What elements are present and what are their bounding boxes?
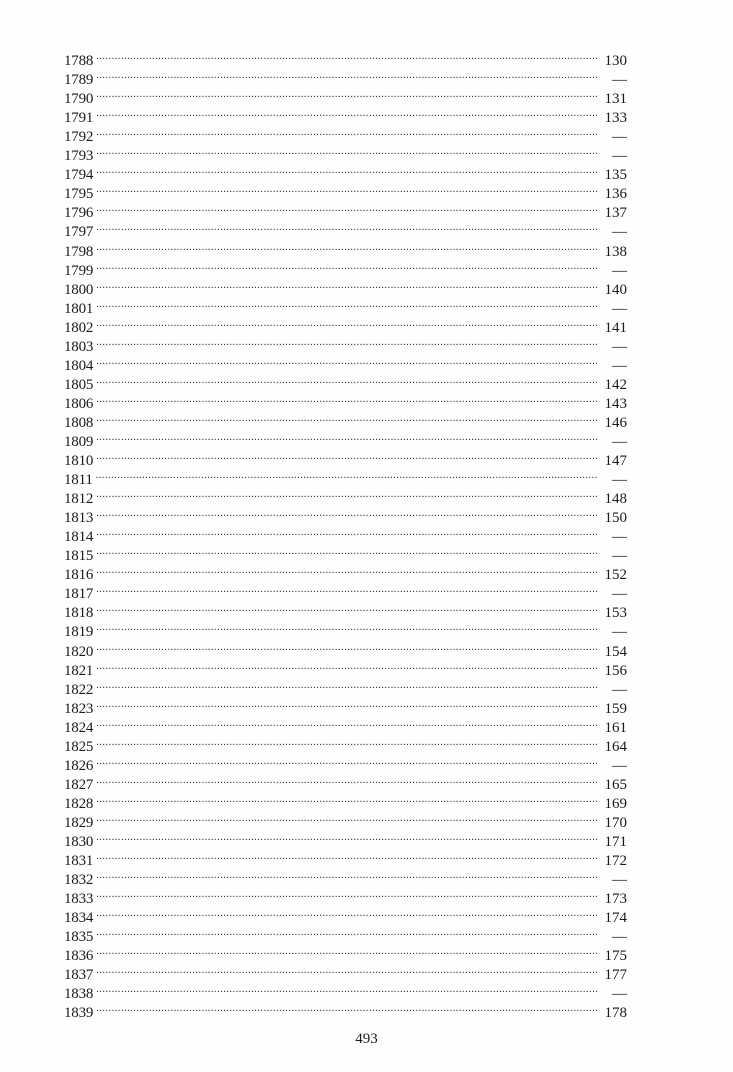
index-entry <box>64 65 627 89</box>
entry-page: 135 <box>604 167 627 184</box>
entry-page: — <box>612 472 627 489</box>
entry-year: 1833 <box>64 891 94 908</box>
dot-leader <box>96 103 597 122</box>
dot-leader <box>96 979 597 998</box>
dot-leader <box>96 370 597 389</box>
index-entry <box>64 979 627 1003</box>
index-entry <box>64 122 627 146</box>
index-entry <box>64 370 627 393</box>
dot-leader <box>96 941 597 960</box>
page-number: 493 <box>355 1031 378 1047</box>
entry-page: — <box>612 338 627 355</box>
entry-page: 146 <box>604 414 627 431</box>
entry-year: 1791 <box>64 110 94 127</box>
entry-page: — <box>612 357 627 374</box>
index-entry <box>64 865 627 889</box>
entry-page: 169 <box>604 795 627 812</box>
entry-page: 153 <box>604 605 627 622</box>
dot-leader <box>96 122 597 141</box>
index-entry <box>64 484 627 508</box>
index-entry <box>64 294 627 317</box>
entry-year: 1813 <box>64 510 94 527</box>
dot-leader <box>96 598 597 617</box>
index-entry <box>64 713 627 736</box>
dot-leader <box>96 256 597 275</box>
entry-year: 1819 <box>64 624 94 641</box>
entry-page: — <box>612 148 627 165</box>
entry-page: 165 <box>604 776 627 793</box>
index-entry <box>64 560 627 584</box>
entry-year: 1790 <box>64 91 94 108</box>
year-index-list <box>64 46 627 1022</box>
entry-page: — <box>612 129 627 146</box>
index-entry <box>64 770 627 793</box>
index-entry <box>64 179 627 203</box>
entry-page: — <box>612 224 627 241</box>
entry-year: 1818 <box>64 605 94 622</box>
entry-page: 152 <box>604 567 627 584</box>
entry-year: 1812 <box>64 491 94 508</box>
entry-year: 1838 <box>64 986 94 1003</box>
index-entry <box>64 332 627 355</box>
dot-leader <box>96 46 597 65</box>
entry-page: — <box>612 586 627 603</box>
dot-leader <box>96 675 597 694</box>
entry-year: 1821 <box>64 662 94 679</box>
index-entry <box>64 789 627 812</box>
entry-year: 1794 <box>64 167 94 184</box>
entry-year: 1831 <box>64 853 94 870</box>
index-entry <box>64 903 627 927</box>
index-entry <box>64 960 627 984</box>
entry-page: 143 <box>604 395 627 412</box>
index-entry <box>64 503 627 527</box>
entry-page: 174 <box>604 910 627 927</box>
dot-leader <box>96 656 597 675</box>
dot-leader <box>96 827 597 846</box>
entry-year: 1801 <box>64 300 94 317</box>
entry-year: 1796 <box>64 205 94 222</box>
dot-leader <box>96 579 597 598</box>
index-entry <box>64 884 627 908</box>
entry-page: — <box>612 986 627 1003</box>
dot-leader <box>96 217 597 236</box>
dot-leader <box>96 465 597 484</box>
dot-leader <box>96 503 597 522</box>
entry-year: 1822 <box>64 681 94 698</box>
dot-leader <box>96 960 597 979</box>
entry-year: 1827 <box>64 776 94 793</box>
entry-page: 131 <box>604 91 627 108</box>
entry-year: 1835 <box>64 929 94 946</box>
entry-year: 1811 <box>64 472 93 489</box>
dot-leader <box>96 446 597 465</box>
index-entry <box>64 46 627 70</box>
dot-leader <box>96 560 597 579</box>
dot-leader <box>96 751 597 770</box>
dot-leader <box>96 351 597 370</box>
entry-year: 1797 <box>64 224 94 241</box>
dot-leader <box>96 846 597 865</box>
entry-year: 1826 <box>64 757 94 774</box>
index-entry <box>64 846 627 870</box>
index-entry <box>64 579 627 603</box>
dot-leader <box>96 65 597 84</box>
index-entry <box>64 427 627 450</box>
entry-year: 1798 <box>64 243 94 260</box>
dot-leader <box>96 84 597 103</box>
entry-page: — <box>612 757 627 774</box>
index-entry <box>64 694 627 717</box>
entry-year: 1795 <box>64 186 94 203</box>
dot-leader <box>96 408 597 427</box>
index-entry <box>64 446 627 470</box>
entry-year: 1824 <box>64 719 94 736</box>
dot-leader <box>96 713 597 732</box>
entry-year: 1825 <box>64 738 94 755</box>
entry-page: 133 <box>604 110 627 127</box>
entry-year: 1809 <box>64 433 94 450</box>
index-entry <box>64 598 627 622</box>
dot-leader <box>96 389 597 408</box>
index-entry <box>64 827 627 850</box>
index-entry <box>64 998 627 1022</box>
index-entry <box>64 751 627 774</box>
entry-year: 1802 <box>64 319 94 336</box>
index-entry <box>64 941 627 965</box>
dot-leader <box>96 313 597 332</box>
entry-year: 1829 <box>64 814 94 831</box>
dot-leader <box>96 694 597 713</box>
entry-year: 1810 <box>64 453 94 470</box>
dot-leader <box>96 541 597 560</box>
dot-leader <box>96 789 597 808</box>
entry-year: 1806 <box>64 395 94 412</box>
index-entry <box>64 217 627 241</box>
index-entry <box>64 141 627 165</box>
index-entry <box>64 408 627 431</box>
entry-year: 1805 <box>64 376 94 393</box>
entry-page: 172 <box>604 853 627 870</box>
entry-year: 1793 <box>64 148 94 165</box>
dot-leader <box>96 427 597 446</box>
entry-year: 1828 <box>64 795 94 812</box>
entry-page: 170 <box>604 814 627 831</box>
dot-leader <box>96 236 597 255</box>
entry-year: 1800 <box>64 281 94 298</box>
entry-page: — <box>612 872 627 889</box>
entry-page: 177 <box>604 967 627 984</box>
entry-page: — <box>612 433 627 450</box>
dot-leader <box>96 998 597 1017</box>
index-entry <box>64 675 627 698</box>
entry-year: 1788 <box>64 53 94 70</box>
entry-year: 1823 <box>64 700 94 717</box>
entry-year: 1792 <box>64 129 94 146</box>
entry-year: 1816 <box>64 567 94 584</box>
index-entry <box>64 465 627 489</box>
entry-page: 150 <box>604 510 627 527</box>
dot-leader <box>96 160 597 179</box>
entry-page: — <box>612 262 627 279</box>
entry-year: 1832 <box>64 872 94 889</box>
index-entry <box>64 351 627 374</box>
entry-year: 1839 <box>64 1005 94 1022</box>
index-entry <box>64 617 627 641</box>
entry-page: 136 <box>604 186 627 203</box>
index-entry <box>64 389 627 412</box>
index-entry <box>64 160 627 184</box>
dot-leader <box>96 922 597 941</box>
dot-leader <box>96 903 597 922</box>
entry-page: 154 <box>604 643 627 660</box>
dot-leader <box>96 770 597 789</box>
entry-year: 1815 <box>64 548 94 565</box>
index-entry <box>64 522 627 546</box>
index-entry <box>64 313 627 336</box>
entry-page: 161 <box>604 719 627 736</box>
entry-page: 164 <box>604 738 627 755</box>
entry-page: 141 <box>604 319 627 336</box>
entry-year: 1803 <box>64 338 94 355</box>
entry-page: — <box>612 929 627 946</box>
entry-year: 1808 <box>64 414 94 431</box>
entry-page: — <box>612 548 627 565</box>
entry-page: 178 <box>604 1005 627 1022</box>
dot-leader <box>96 141 597 160</box>
index-entry <box>64 236 627 260</box>
entry-page: 138 <box>604 243 627 260</box>
dot-leader <box>96 808 597 827</box>
index-entry <box>64 103 627 127</box>
dot-leader <box>96 179 597 198</box>
dot-leader <box>96 732 597 751</box>
dot-leader <box>96 522 597 541</box>
index-entry <box>64 256 627 279</box>
entry-page: 148 <box>604 491 627 508</box>
entry-year: 1804 <box>64 357 94 374</box>
entry-page: 171 <box>604 833 627 850</box>
entry-page: — <box>612 529 627 546</box>
dot-leader <box>96 617 597 636</box>
index-entry <box>64 922 627 946</box>
entry-page: 175 <box>604 948 627 965</box>
index-entry <box>64 636 627 660</box>
entry-page: 137 <box>604 205 627 222</box>
entry-year: 1814 <box>64 529 94 546</box>
entry-year: 1837 <box>64 967 94 984</box>
dot-leader <box>96 198 597 217</box>
index-entry <box>64 275 627 298</box>
index-entry <box>64 656 627 679</box>
entry-page: — <box>612 300 627 317</box>
entry-page: — <box>612 72 627 89</box>
entry-year: 1830 <box>64 833 94 850</box>
entry-year: 1820 <box>64 643 94 660</box>
entry-page: — <box>612 681 627 698</box>
dot-leader <box>96 884 597 903</box>
index-entry <box>64 84 627 108</box>
dot-leader <box>96 294 597 313</box>
entry-page: 130 <box>604 53 627 70</box>
dot-leader <box>96 275 597 294</box>
entry-year: 1834 <box>64 910 94 927</box>
entry-year: 1817 <box>64 586 94 603</box>
dot-leader <box>96 484 597 503</box>
index-entry <box>64 541 627 565</box>
entry-year: 1836 <box>64 948 94 965</box>
entry-page: — <box>612 624 627 641</box>
entry-year: 1789 <box>64 72 94 89</box>
entry-page: 156 <box>604 662 627 679</box>
index-entry <box>64 198 627 222</box>
dot-leader <box>96 636 597 655</box>
entry-page: 173 <box>604 891 627 908</box>
entry-page: 140 <box>604 281 627 298</box>
entry-page: 159 <box>604 700 627 717</box>
entry-page: 147 <box>604 453 627 470</box>
dot-leader <box>96 865 597 884</box>
index-entry <box>64 808 627 831</box>
index-entry <box>64 732 627 755</box>
dot-leader <box>96 332 597 351</box>
entry-page: 142 <box>604 376 627 393</box>
entry-year: 1799 <box>64 262 94 279</box>
